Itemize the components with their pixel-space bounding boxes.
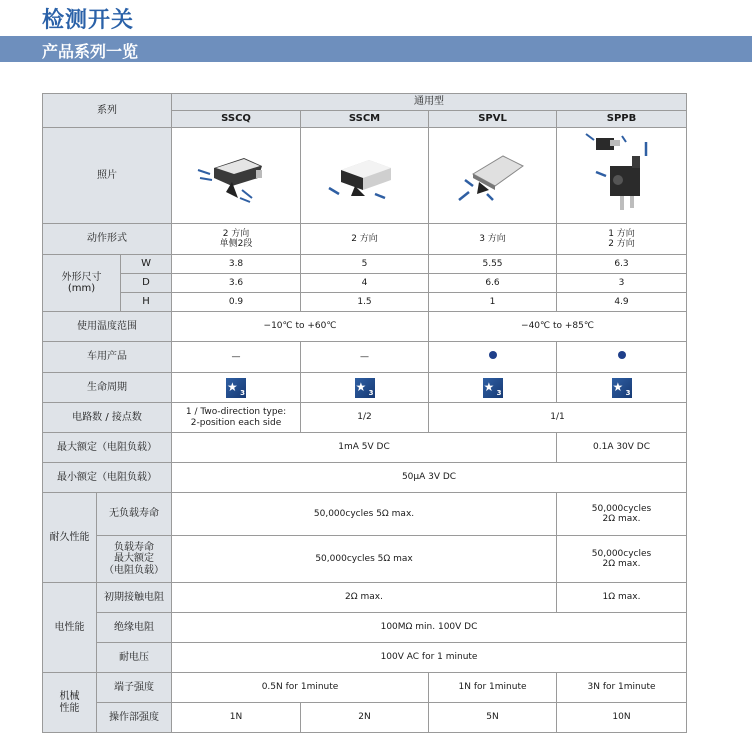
max-rating-sppb: 0.1A 30V DC: [557, 433, 687, 463]
automotive-label: 车用产品: [43, 342, 172, 373]
sppb-switch-image: [582, 132, 662, 220]
automotive-dot-icon: [618, 351, 626, 359]
no-load-common: 50,000cycles 5Ω max.: [172, 493, 557, 536]
spvl-switch-image: [453, 146, 533, 206]
model-spvl: SPVL: [429, 111, 557, 128]
lifecycle-star-icon: ★ 3: [227, 379, 246, 398]
lifecycle-star-icon: ★ 3: [483, 379, 502, 398]
operating-strength-sscq: 1N: [172, 703, 301, 733]
dim-h-sscm: 1.5: [301, 293, 429, 312]
contact-resistance-sppb: 1Ω max.: [557, 583, 687, 613]
contact-resistance-label: 初期接触电阻: [97, 583, 172, 613]
model-sscq: SSCQ: [172, 111, 301, 128]
circuits-label: 电路数 / 接点数: [43, 403, 172, 433]
dim-h-spvl: 1: [429, 293, 557, 312]
circuits-sscm: 1/2: [301, 403, 429, 433]
temperature-spvl-sppb: −40℃ to +85℃: [429, 312, 687, 342]
photo-label: 照片: [43, 128, 172, 224]
dim-w-sscm: 5: [301, 255, 429, 274]
load-sppb: 50,000cycles 2Ω max.: [557, 536, 687, 583]
withstand-voltage-value: 100V AC for 1 minute: [172, 643, 687, 673]
operating-strength-label: 操作部强度: [97, 703, 172, 733]
max-rating-common: 1mA 5V DC: [172, 433, 557, 463]
product-spec-table: [42, 93, 687, 733]
dim-d-sscm: 4: [301, 274, 429, 293]
min-rating-value: 50μA 3V DC: [172, 463, 687, 493]
terminal-strength-label: 端子强度: [97, 673, 172, 703]
max-rating-label: 最大额定（电阻负载）: [43, 433, 172, 463]
load-label: 负载寿命 最大额定 （电阻负载）: [97, 536, 172, 583]
photo-spvl: [429, 128, 557, 224]
insulation-label: 绝缘电阻: [97, 613, 172, 643]
automotive-sscm: —: [301, 342, 429, 373]
photo-sscq: [172, 128, 301, 224]
terminal-strength-sppb: 3N for 1minute: [557, 673, 687, 703]
min-rating-label: 最小额定（电阻负载）: [43, 463, 172, 493]
lifecycle-star-icon: ★ 3: [612, 379, 631, 398]
model-sscm: SSCM: [301, 111, 429, 128]
lifecycle-sscm: [301, 373, 429, 403]
no-load-sppb: 50,000cycles 2Ω max.: [557, 493, 687, 536]
operating-strength-sscm: 2N: [301, 703, 429, 733]
model-sppb: SPPB: [557, 111, 687, 128]
electrical-label: 电性能: [43, 583, 97, 673]
dim-h-sppb: 4.9: [557, 293, 687, 312]
terminal-strength-sscq-sscm: 0.5N for 1minute: [172, 673, 429, 703]
action-sscq: 2 方向 单侧2段: [172, 224, 301, 255]
insulation-value: 100MΩ min. 100V DC: [172, 613, 687, 643]
temperature-label: 使用温度范围: [43, 312, 172, 342]
no-load-label: 无负载寿命: [97, 493, 172, 536]
dim-h-label: H: [121, 293, 172, 312]
mechanical-label: 机械 性能: [43, 673, 97, 733]
sscm-switch-image: [325, 146, 405, 206]
operating-strength-spvl: 5N: [429, 703, 557, 733]
sscq-switch-image: [196, 146, 276, 206]
lifecycle-star-icon: ★ 3: [355, 379, 374, 398]
dim-w-label: W: [121, 255, 172, 274]
lifecycle-spvl: [429, 373, 557, 403]
load-common: 50,000cycles 5Ω max: [172, 536, 557, 583]
dim-w-sscq: 3.8: [172, 255, 301, 274]
section-band: [0, 36, 752, 62]
page-title: 检测开关: [42, 8, 135, 33]
dim-h-sscq: 0.9: [172, 293, 301, 312]
lifecycle-sppb: [557, 373, 687, 403]
photo-sppb: [557, 128, 687, 224]
terminal-strength-spvl: 1N for 1minute: [429, 673, 557, 703]
dim-d-label: D: [121, 274, 172, 293]
automotive-sppb: [557, 342, 687, 373]
dim-d-sscq: 3.6: [172, 274, 301, 293]
durability-label: 耐久性能: [43, 493, 97, 583]
withstand-voltage-label: 耐电压: [97, 643, 172, 673]
action-sscm: 2 方向: [301, 224, 429, 255]
dimensions-label: 外形尺寸 (mm): [43, 255, 121, 312]
action-spvl: 3 方向: [429, 224, 557, 255]
group-header: 通用型: [172, 94, 687, 111]
lifecycle-label: 生命周期: [43, 373, 172, 403]
dim-w-sppb: 6.3: [557, 255, 687, 274]
dim-d-sppb: 3: [557, 274, 687, 293]
lifecycle-sscq: [172, 373, 301, 403]
contact-resistance-common: 2Ω max.: [172, 583, 557, 613]
circuits-sscq: 1 / Two-direction type: 2-position each side: [172, 403, 301, 433]
automotive-dot-icon: [489, 351, 497, 359]
action-label: 动作形式: [43, 224, 172, 255]
dim-d-spvl: 6.6: [429, 274, 557, 293]
section-subtitle: 产品系列一览: [42, 42, 139, 61]
automotive-sscq: —: [172, 342, 301, 373]
photo-sscm: [301, 128, 429, 224]
automotive-spvl: [429, 342, 557, 373]
temperature-sscq-sscm: −10℃ to +60℃: [172, 312, 429, 342]
circuits-spvl-sppb: 1/1: [429, 403, 687, 433]
action-sppb: 1 方向 2 方向: [557, 224, 687, 255]
dim-w-spvl: 5.55: [429, 255, 557, 274]
operating-strength-sppb: 10N: [557, 703, 687, 733]
series-header: 系列: [43, 94, 172, 128]
